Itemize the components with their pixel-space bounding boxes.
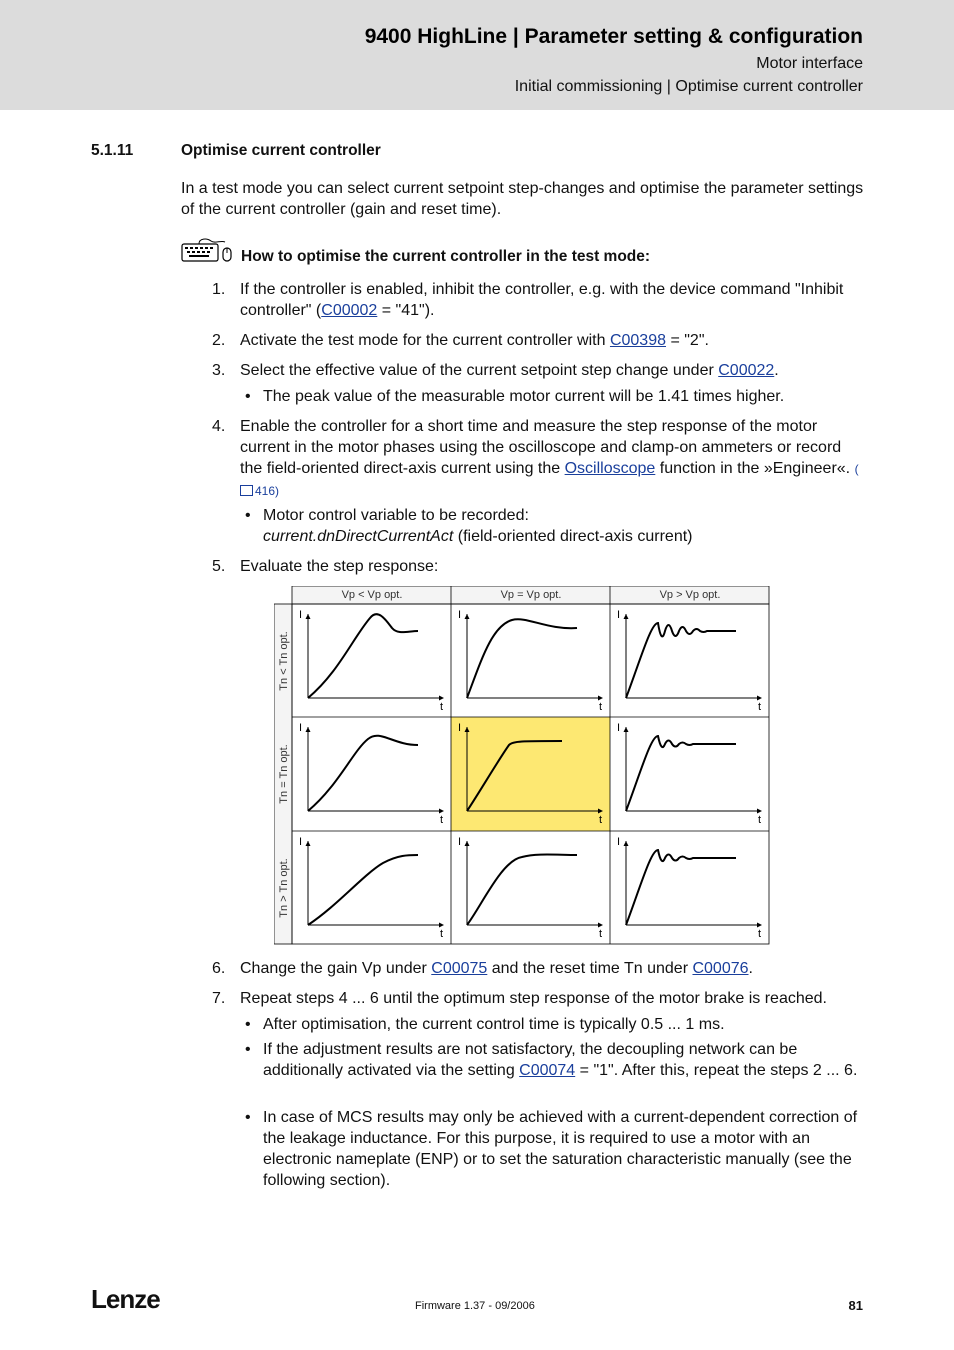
step-text: Change the gain Vp under — [240, 960, 432, 977]
page-header — [0, 0, 954, 110]
step-number: 4. — [212, 418, 226, 435]
step-number: 3. — [212, 362, 226, 379]
x-axis-label: t — [758, 701, 762, 713]
y-axis-arrow — [465, 841, 470, 846]
x-axis-label: t — [440, 701, 444, 713]
lenze-logo: Lenze — [91, 1284, 160, 1314]
step-response-curve — [308, 736, 418, 811]
step-text: Select the effective value of the current setpoint step change under — [240, 362, 719, 379]
step-number: 6. — [212, 960, 226, 977]
step-response-diagram — [274, 586, 770, 945]
link-c00398[interactable]: C00398 — [609, 332, 666, 349]
y-axis-label: I — [299, 722, 303, 734]
y-axis-label: I — [299, 609, 303, 621]
bullet-text: After optimisation, the current control time is typically 0.5 ... 1 ms. — [263, 1016, 725, 1033]
y-axis-label: I — [617, 722, 621, 734]
step-text: = "41"). — [377, 302, 435, 319]
response-cell — [299, 722, 444, 826]
response-cell — [617, 836, 762, 940]
step-response-curve — [626, 736, 736, 811]
x-axis-arrow — [757, 809, 762, 814]
response-cell — [299, 609, 444, 713]
bullet-text: = "1". After this, repeat the steps 2 ... 6. — [575, 1062, 858, 1079]
y-axis-arrow — [624, 614, 629, 619]
bullet-text: (field-oriented direct-axis current) — [453, 528, 693, 545]
step-response-curve — [308, 614, 418, 698]
step-text: Evaluate the step response: — [240, 558, 439, 575]
x-axis-arrow — [439, 923, 444, 928]
link-c00074[interactable]: C00074 — [519, 1062, 576, 1079]
section-number: 5.1.11 — [91, 142, 134, 159]
link-oscilloscope[interactable]: Oscilloscope — [564, 460, 656, 477]
step-number: 2. — [212, 332, 226, 349]
step-response-curve — [626, 850, 736, 925]
step-text: function in the »Engineer«. — [655, 460, 855, 477]
x-axis-arrow — [598, 923, 603, 928]
y-axis-label: I — [458, 836, 462, 848]
x-axis-label: t — [599, 701, 603, 713]
link-c00002[interactable]: C00002 — [321, 302, 378, 319]
y-axis-arrow — [306, 614, 311, 619]
y-axis-arrow — [465, 614, 470, 619]
page-number: 81 — [848, 1298, 863, 1313]
y-axis-arrow — [624, 841, 629, 846]
x-axis-label: t — [758, 928, 762, 940]
optimal-cell-highlight — [451, 717, 610, 831]
response-cell — [299, 836, 444, 940]
intro-paragraph: In a test mode you can select current setpoint step-changes and optimise the parameter settings of the current controller (gain and reset time). — [181, 180, 864, 218]
keyboard-mouse-icon — [181, 236, 233, 266]
link-c00076[interactable]: C00076 — [692, 960, 749, 977]
section-title: Optimise current controller — [181, 142, 381, 159]
link-c00022[interactable]: C00022 — [718, 362, 775, 379]
bullet-dot: • — [245, 1109, 251, 1126]
column-label: Vp < Vp opt. — [341, 589, 403, 601]
row-label: Tn > Tn opt. — [278, 858, 290, 918]
step-number: 7. — [212, 990, 226, 1007]
bullet-dot: • — [245, 1016, 251, 1033]
firmware-info: Firmware 1.37 - 09/2006 — [415, 1300, 535, 1312]
step-response-curve — [467, 619, 577, 698]
step-text: = "2". — [666, 332, 709, 349]
bullet-text: The peak value of the measurable motor current will be 1.41 times higher. — [263, 388, 785, 405]
column-label: Vp = Vp opt. — [500, 589, 562, 601]
document-title: 9400 HighLine | Parameter setting & configuration — [364, 25, 863, 48]
section-subtitle: Initial commissioning | Optimise current controller — [514, 78, 863, 95]
x-axis-label: t — [758, 814, 762, 826]
x-axis-arrow — [757, 696, 762, 701]
x-axis-arrow — [757, 923, 762, 928]
response-cell — [617, 722, 762, 826]
bullet-dot: • — [245, 388, 251, 405]
chapter-subtitle: Motor interface — [756, 55, 863, 72]
howto-heading: How to optimise the current controller in the test mode: — [241, 248, 651, 265]
y-axis-label: I — [458, 722, 462, 734]
row-label: Tn = Tn opt. — [278, 744, 290, 804]
book-icon — [240, 485, 253, 496]
bullet-text: In case of MCS results may only be achieved with a current-dependent correction of the leakage inductance. For this purpose, it is required to use a motor with an electronic nameplate (ENP) or to set the saturation characteristic manually (see the following section). — [263, 1109, 858, 1189]
step-text: Enable the controller for a short time and measure the step response of the motor current in the motor phases using the oscilloscope and clamp-on ammeters or record the field-oriented direct-axis current using the — [240, 418, 842, 477]
bullet-text: If the adjustment results are not satisfactory, the decoupling network can be additionally activated via the setting — [263, 1041, 798, 1079]
variable-name: current.dnDirectCurrentAct — [263, 528, 454, 545]
step-response-curve — [626, 623, 736, 698]
response-cell — [458, 836, 603, 940]
y-axis-arrow — [306, 727, 311, 732]
x-axis-label: t — [440, 814, 444, 826]
x-axis-arrow — [439, 809, 444, 814]
y-axis-label: I — [617, 836, 621, 848]
response-cell — [458, 609, 603, 713]
step-text: If the controller is enabled, inhibit the controller, e.g. with the device command "Inhibit controller" ( — [240, 281, 844, 319]
x-axis-arrow — [439, 696, 444, 701]
step-number: 1. — [212, 281, 226, 298]
step-number: 5. — [212, 558, 226, 575]
page-reference-open: ( — [854, 462, 859, 476]
x-axis-label: t — [599, 814, 603, 826]
x-axis-arrow — [598, 696, 603, 701]
bullet-dot: • — [245, 507, 251, 524]
bullet-text: Motor control variable to be recorded: — [263, 507, 529, 524]
y-axis-label: I — [299, 836, 303, 848]
link-c00075[interactable]: C00075 — [431, 960, 488, 977]
y-axis-arrow — [624, 727, 629, 732]
bullet-dot: • — [245, 1041, 251, 1058]
step-text: Repeat steps 4 ... 6 until the optimum step response of the motor brake is reached. — [240, 990, 827, 1007]
x-axis-label: t — [599, 928, 603, 940]
y-axis-arrow — [306, 841, 311, 846]
column-label: Vp > Vp opt. — [659, 589, 721, 601]
step-text: . — [774, 362, 779, 379]
y-axis-label: I — [617, 609, 621, 621]
step-text: . — [748, 960, 753, 977]
step-response-curve — [308, 855, 418, 925]
x-axis-label: t — [440, 928, 444, 940]
step-text: Activate the test mode for the current controller with — [240, 332, 610, 349]
page-reference-number: 416) — [255, 484, 280, 498]
row-label: Tn < Tn opt. — [278, 631, 290, 691]
y-axis-label: I — [458, 609, 462, 621]
step-response-curve — [467, 855, 577, 926]
response-cell — [617, 609, 762, 713]
step-text: and the reset time Tn under — [487, 960, 693, 977]
